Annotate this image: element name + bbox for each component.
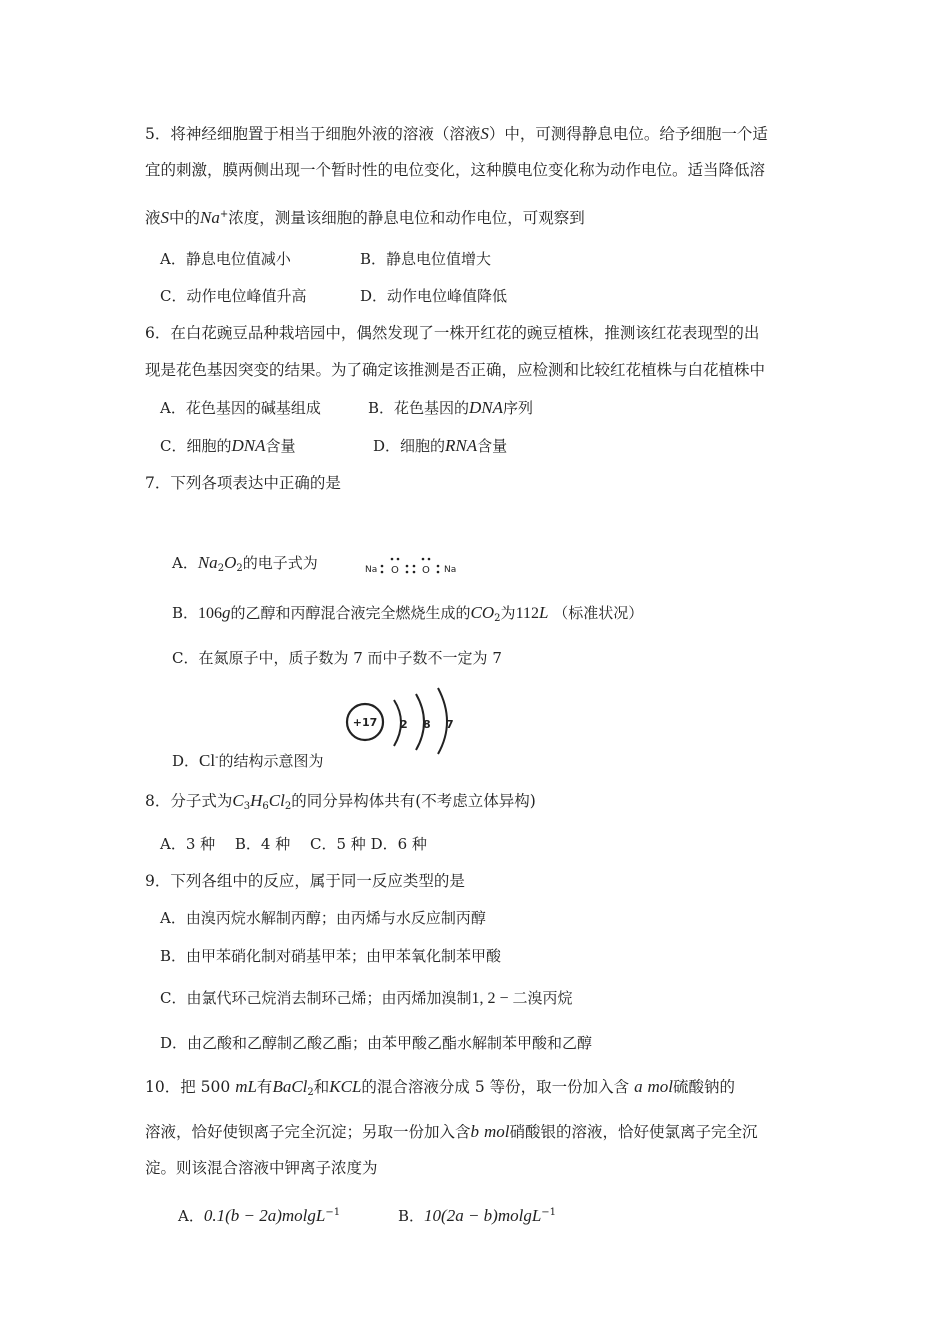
q10-option-a: A．0.1(b − 2a)molgL$^{-1}$ <box>178 1206 341 1225</box>
q7-option-c: C．在氮原子中，质子数为 7 而中子数不一定为 7 <box>172 649 502 667</box>
q9-option-c: C．由氯代环己烷消去制环己烯；由丙烯加溴制1, 2 − 二溴丙烷 <box>160 989 573 1007</box>
q6-option-d: D．细胞的RNA含量 <box>373 436 508 455</box>
q5-line-2: 宜的刺激，膜两侧出现一个暂时性的电位变化，这种膜电位变化称为动作电位。适当降低溶 <box>145 161 766 179</box>
atom-shell-2: 8 <box>423 718 431 731</box>
q7-option-b: B．106g的乙醇和丙醇混合液完全燃烧生成的$CO_2$为112L （标准状况） <box>172 603 644 624</box>
q5-option-a: A．静息电位值减小 <box>160 250 291 268</box>
q6-option-c: C．细胞的DNA含量 <box>160 436 296 455</box>
q7-stem: 7．下列各项表达中正确的是 <box>145 474 341 492</box>
q9-option-d: D．由乙酸和乙醇制乙酸乙酯；由苯甲酸乙酯水解制苯甲酸和乙醇 <box>160 1034 593 1052</box>
q5-option-c: C．动作电位峰值升高 <box>160 287 307 305</box>
q6-option-a: A．花色基因的碱基组成 <box>160 399 321 417</box>
q5-line-3: 液S中的Na+浓度，测量该细胞的静息电位和动作电位，可观察到 <box>145 208 585 227</box>
q7-option-a: A．$Na_2O_2$的电子式为 <box>172 553 318 574</box>
q8-options: A．3 种 B．4 种 C．5 种 D．6 种 <box>160 835 427 853</box>
q6-option-b: B．花色基因的DNA序列 <box>368 398 534 417</box>
q5-option-b: B．静息电位值增大 <box>360 250 492 268</box>
q9-option-b: B．由甲苯硝化制对硝基甲苯；由甲苯氧化制苯甲酸 <box>160 947 502 965</box>
q9-stem: 9．下列各组中的反应，属于同一反应类型的是 <box>145 872 465 890</box>
lewis-na-right: Na <box>444 565 457 575</box>
q7-option-d: D．Cl-的结构示意图为 <box>172 751 324 770</box>
na2o2-lewis-structure <box>362 556 462 580</box>
q10-line-2: 溶液，恰好使钡离子完全沉淀；另取一份加入含b mol硝酸银的溶液，恰好使氯离子完全沉 <box>145 1122 758 1141</box>
q6-line-1: 6．在白花豌豆品种栽培园中，偶然发现了一株开红花的豌豆植株，推测该红花表现型的出 <box>145 324 760 342</box>
atom-shell-3: 7 <box>446 718 454 731</box>
atom-shell-1: 2 <box>400 718 408 731</box>
chlorine-atom-structure-diagram <box>340 684 460 756</box>
q6-line-2: 现是花色基因突变的结果。为了确定该推测是否正确，应检测和比较红花植株与白花植株中 <box>145 361 766 379</box>
lewis-o-2: O <box>422 565 430 576</box>
lewis-na-left: Na <box>365 565 378 575</box>
q5-line-1: 5．将神经细胞置于相当于细胞外液的溶液（溶液S）中，可测得静息电位。给予细胞一个适 <box>145 124 768 143</box>
atom-nucleus-charge: +17 <box>352 716 378 729</box>
q10-option-b: B．10(2a − b)molgL$^{-1}$ <box>398 1206 557 1225</box>
q9-option-a: A．由溴丙烷水解制丙醇；由丙烯与水反应制丙醇 <box>160 909 486 927</box>
q5-option-d: D．动作电位峰值降低 <box>360 287 508 305</box>
lewis-o-1: O <box>391 565 399 576</box>
q10-line-1: 10．把 500 mL有BaCl$_2$和KCL的混合溶液分成 5 等份，取一份加入含 a mol硫酸钠的 <box>145 1077 736 1098</box>
q10-line-3: 淀。则该混合溶液中钾离子浓度为 <box>145 1159 378 1177</box>
q8-stem: 8．分子式为$C_3H_6Cl_2$的同分异构体共有(不考虑立体异构) <box>145 791 536 812</box>
